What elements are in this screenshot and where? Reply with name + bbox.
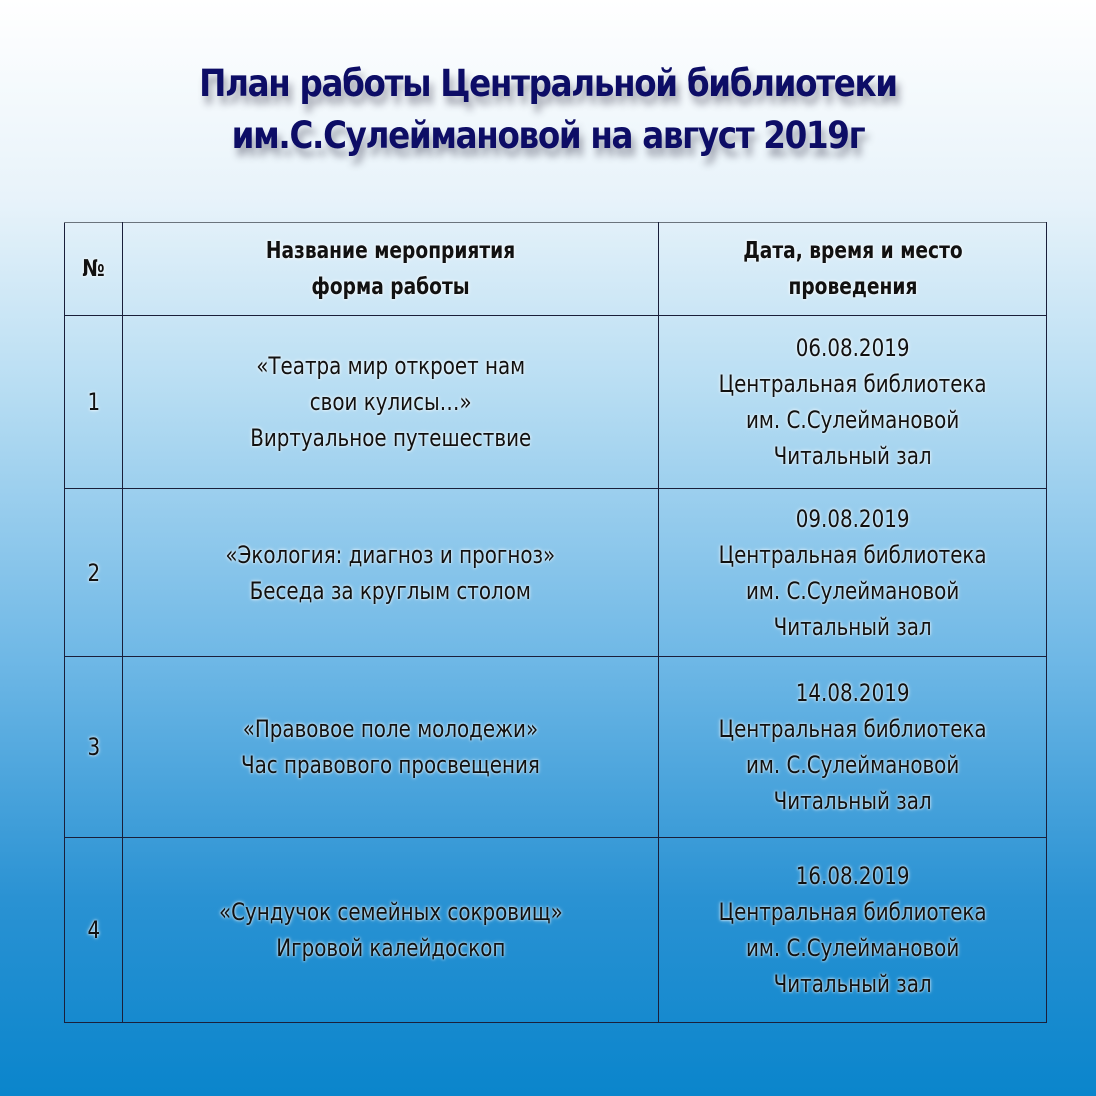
events-table [64,222,1047,1023]
event-title-cont: свои кулисы…» [309,388,472,416]
event-form: Игровой калейдоскоп [275,934,506,962]
table-row [65,489,1047,657]
header-event [123,223,659,316]
header-event-line-1: Название мероприятия [265,238,516,264]
title-line-1: План работы Центральной библиотеки [199,62,897,105]
event-form: Беседа за круглым столом [249,576,532,605]
event-title: «Сундучок семейных сокровищ» [218,898,563,926]
event-date: 14.08.2019 [795,679,910,707]
event-cell [123,316,659,489]
row-number: 4 [65,838,123,1023]
title-line-2: им.С.Сулеймановой на август 2019г [231,114,865,157]
header-place-line-1: Дата, время и место [742,238,963,264]
event-date: 09.08.2019 [795,504,910,533]
event-date: 06.08.2019 [795,334,910,362]
event-cell [123,657,659,838]
place-cell [659,316,1047,489]
row-number: 1 [65,316,123,489]
event-form: Виртуальное путешествие [249,424,532,452]
event-title: «Правовое поле молодежи» [242,715,539,743]
place-cell [659,657,1047,838]
place-room: Читальный зал [773,970,932,998]
event-cell [123,838,659,1023]
header-event-line-2: форма работы [311,274,470,300]
event-title: «Театра мир откроет нам [256,352,525,380]
header-number: № [65,223,123,316]
row-number: 2 [65,489,123,657]
event-date: 16.08.2019 [795,862,910,890]
event-form: Час правового просвещения [241,751,540,779]
place-name-cont: им. С.Сулеймановой [745,406,960,434]
place-room: Читальный зал [773,787,932,815]
table-row [65,316,1047,489]
event-cell [123,489,659,657]
place-name: Центральная библиотека [718,370,987,398]
place-name: Центральная библиотека [718,715,987,743]
place-name-cont: им. С.Сулеймановой [745,751,960,779]
place-room: Читальный зал [773,612,932,641]
place-name: Центральная библиотека [718,540,987,569]
page-title [66,58,1030,162]
place-room: Читальный зал [773,442,932,470]
table-row [65,657,1047,838]
place-cell [659,838,1047,1023]
header-place [659,223,1047,316]
place-name-cont: им. С.Сулеймановой [745,576,960,605]
table-header-row [65,223,1047,316]
place-cell [659,489,1047,657]
header-place-line-2: проведения [788,274,917,300]
table-row [65,838,1047,1023]
event-title: «Экология: диагноз и прогноз» [225,540,556,569]
place-name: Центральная библиотека [718,898,987,926]
place-name-cont: им. С.Сулеймановой [745,934,960,962]
row-number: 3 [65,657,123,838]
